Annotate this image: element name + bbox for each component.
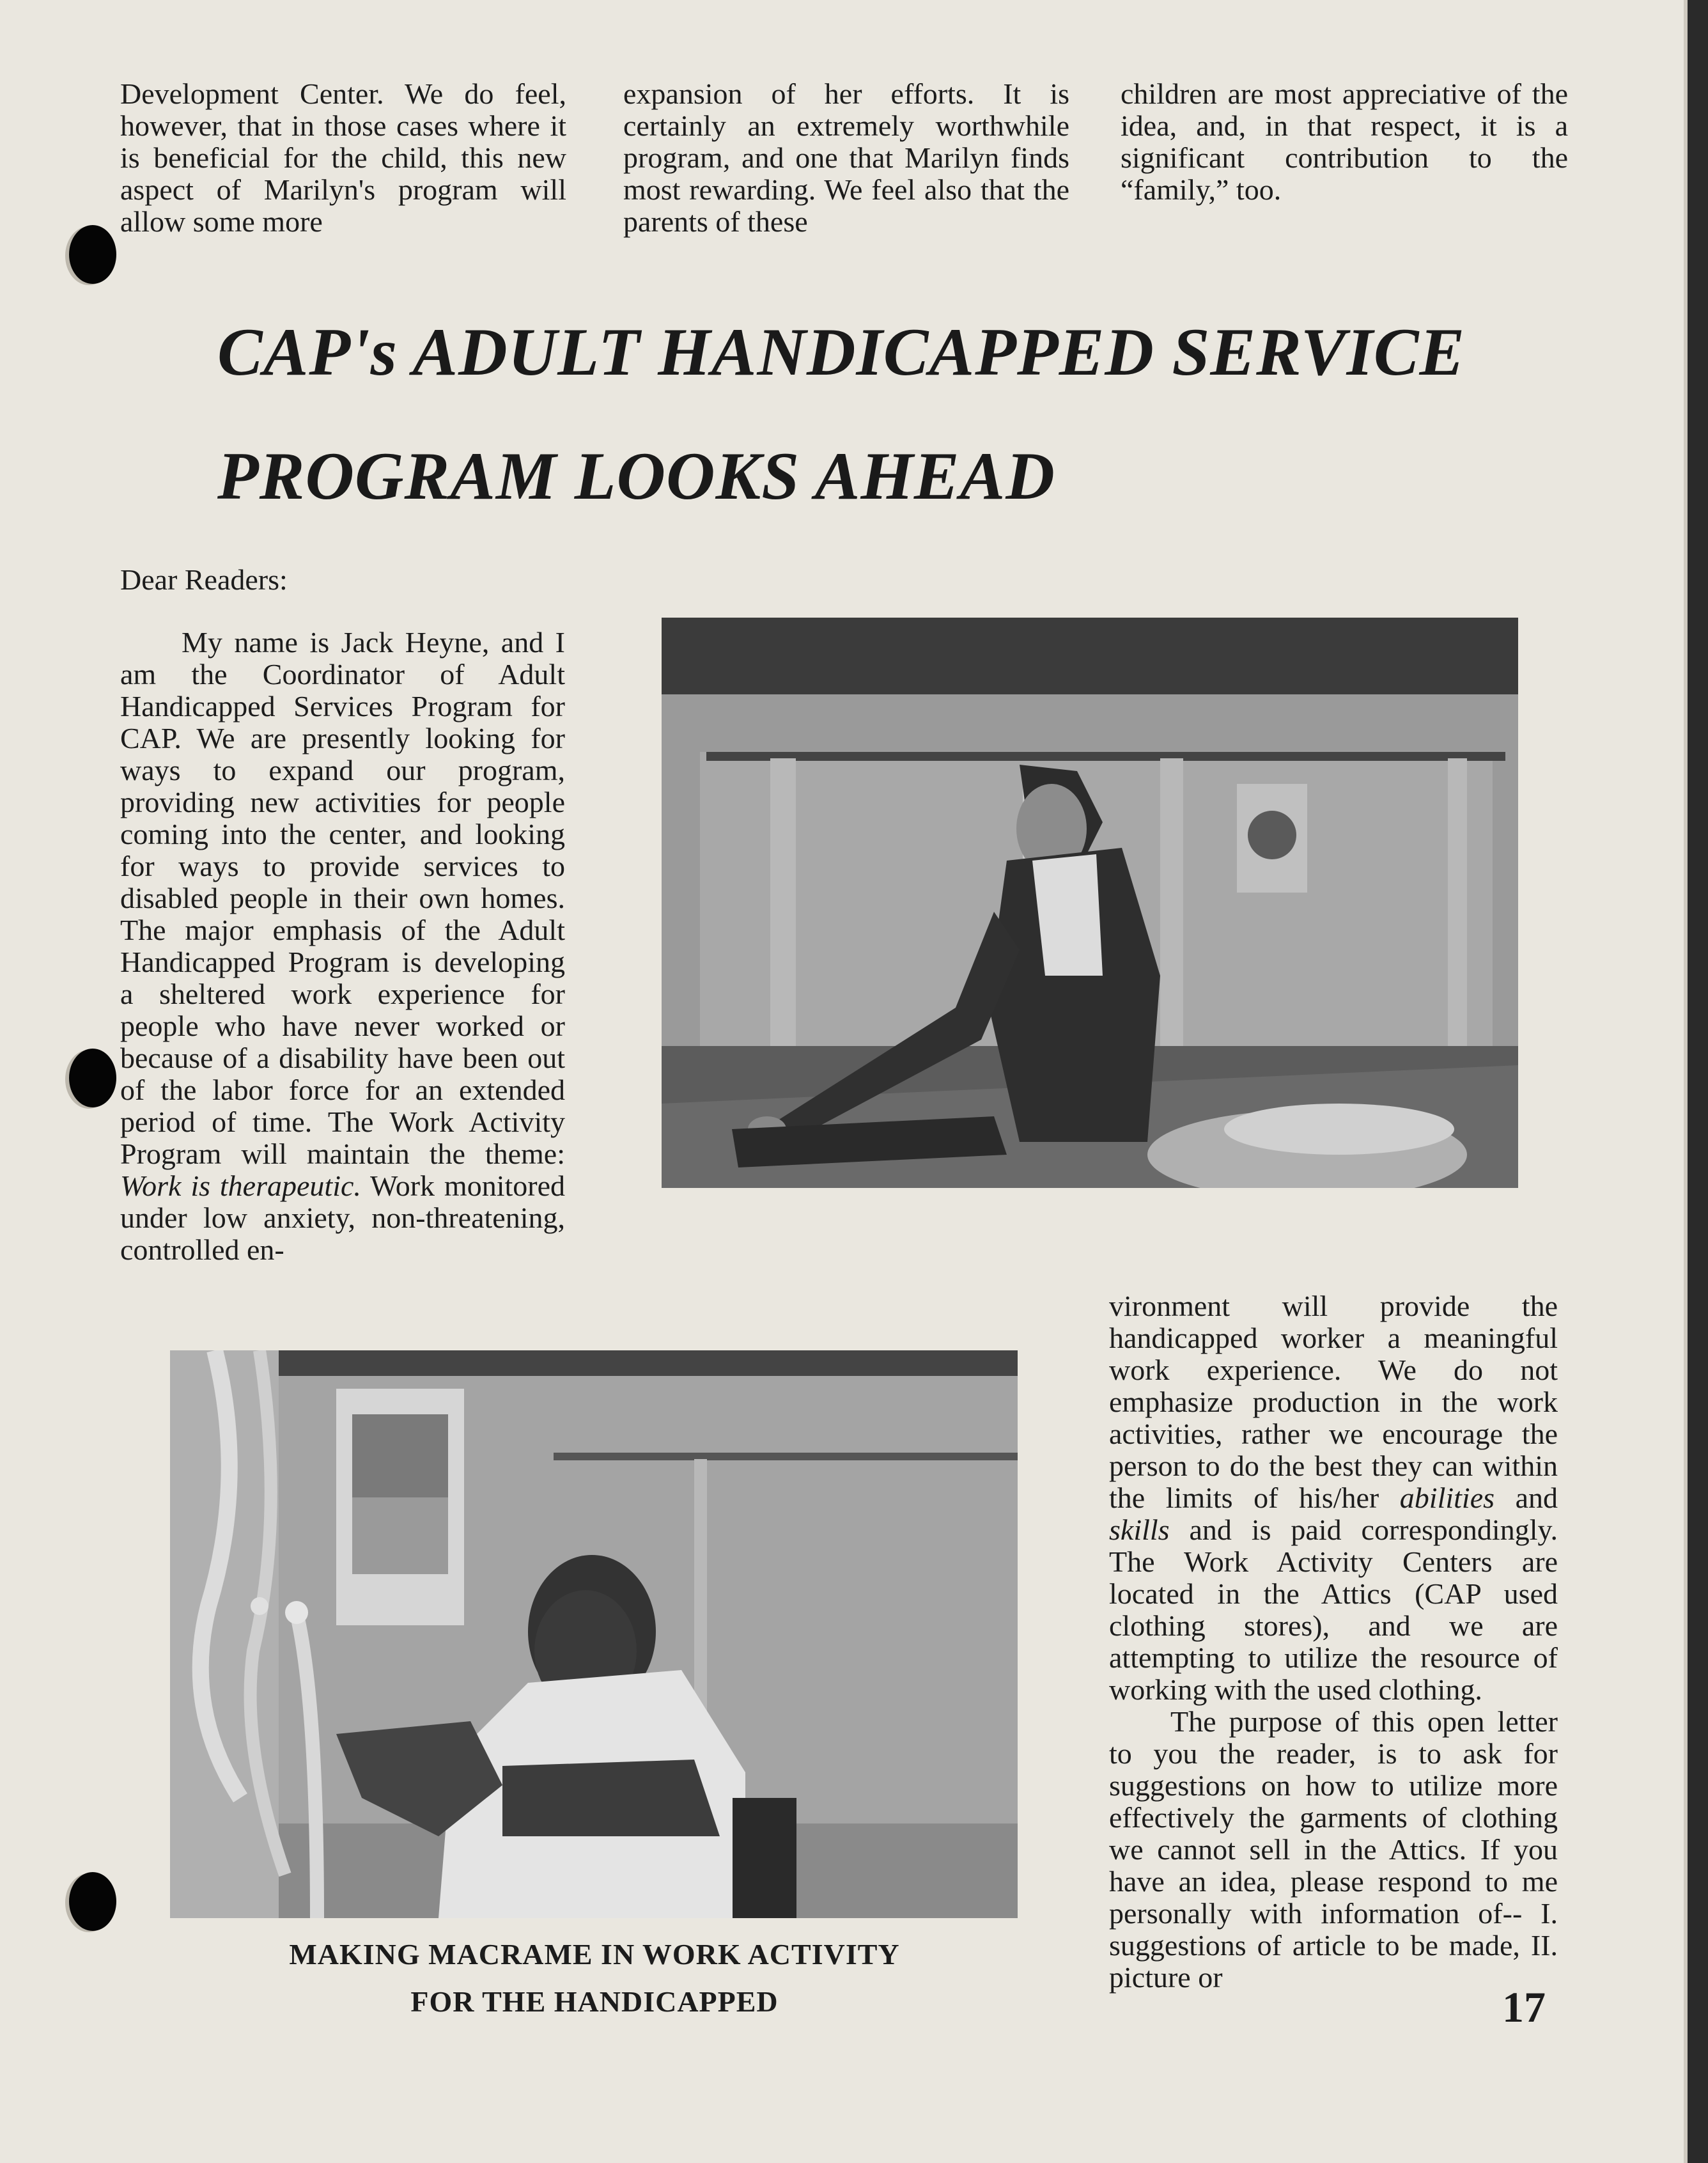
binder-hole-middle (69, 1049, 116, 1107)
binder-hole-top (69, 225, 116, 284)
letter-left-column (120, 564, 565, 1266)
binder-hole-bottom (69, 1872, 116, 1931)
caption-line-1: MAKING MACRAME IN WORK ACTIVITY (289, 1938, 900, 1971)
photo-man-making-macrame-image (170, 1350, 1018, 1918)
photo-man-folding-clothes-image (662, 618, 1518, 1188)
page-edge (1684, 0, 1688, 2163)
caption-line-2: FOR THE HANDICAPPED (410, 1985, 779, 2018)
top-column-3: children are most appreciative of the idea, and, in that respect, it is a significant contribution to the “family,” too. (1121, 77, 1568, 206)
photo-man-making-macrame (170, 1350, 1018, 1918)
top-column-1: Development Center. We do feel, however, that in those cases where it is beneficial for the child, this new aspect of Marilyn's program will allow some more (120, 77, 566, 238)
theme-text: Work is therapeutic. (120, 1169, 361, 1202)
headline-line-1: CAP's ADULT HANDICAPPED SERVICE (217, 315, 1466, 389)
headline-line-2: PROGRAM LOOKS AHEAD (217, 439, 1055, 513)
letter-body-left: My name is Jack Heyne, and I am the Coordinator of Adult Handicapped Services Program for CAP. We are presently looking for ways to expand our program, providing new activities for people coming into the center, and looking for ways to provide services to disabled people in their own homes. The major emphasis of the Adult Handicapped Program is developing a sheltered work experience for people who have never worked or because of a disability have been out of the labor force for an extended period of time. The Work Activity Program will maintain the theme: Work is therapeutic. Work monitored under low anxiety, non-threatening, controlled en- (120, 626, 565, 1266)
page-number: 17 (1502, 1983, 1546, 2031)
photo-caption (173, 1931, 1016, 2026)
letter-body-right-1: vironment will provide the handicapped worker a meaningful work experience. We do not emphasize production in the work activities, rather we encourage the person to do the best they can within the limits of his/her abilities and skills and is paid correspondingly. The Work Activity Centers are located in the Attics (CAP used clothing stores), and we are attempting to utilize the resource of working with the used clothing. (1109, 1290, 1558, 1706)
letter-right-column (1109, 1290, 1558, 1994)
salutation: Dear Readers: (120, 563, 288, 596)
top-column-2: expansion of her efforts. It is certainly an extremely worthwhile program, and one that Marilyn finds most rewarding. We feel also that the parents of these (623, 77, 1069, 238)
letter-body-right-2: The purpose of this open letter to you the reader, is to ask for suggestions on how to utilize more effectively the garments of clothing we cannot sell in the Attics. If you have an idea, please respond to me personally with information of-- I. suggestions of article to be made, II. picture or (1109, 1705, 1558, 1994)
photo-man-folding-clothes (662, 618, 1518, 1188)
